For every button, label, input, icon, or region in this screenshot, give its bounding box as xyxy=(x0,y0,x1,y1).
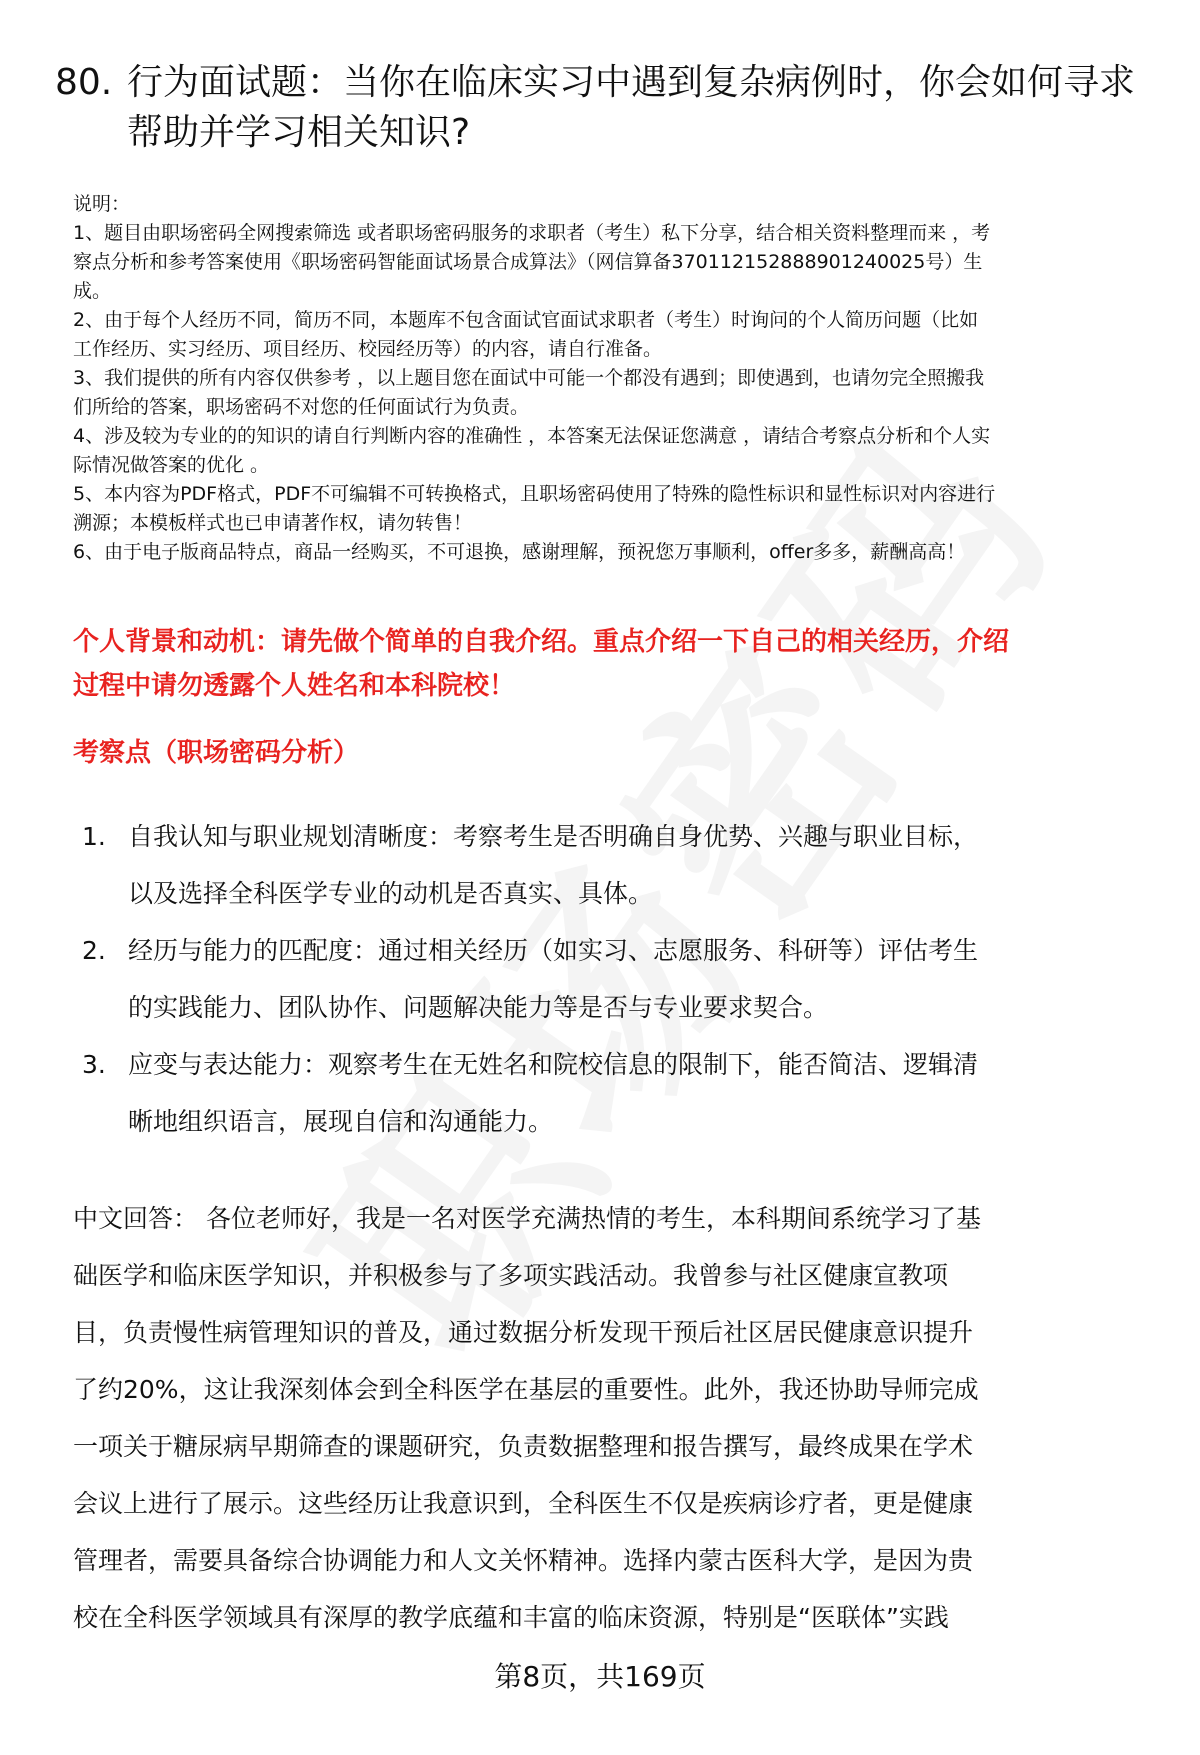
note-line: 工作经历、实习经历、项目经历、校园经历等）的内容，请自行准备。 xyxy=(73,338,663,360)
answer-line: 础医学和临床医学知识，并积极参与了多项实践活动。我曾参与社区健康宣教项 xyxy=(73,1261,949,1290)
note-line: 2、由于每个人经历不同，简历不同，本题库不包含面试官面试求职者（考生）时询问的个人简历问题（比如 xyxy=(73,309,979,331)
note-line: 说明： xyxy=(73,193,131,215)
section-heading-line: 个人背景和动机：请先做个简单的自我介绍。重点介绍一下自己的相关经历，介绍 xyxy=(73,627,1010,657)
answer-line: 目，负责慢性病管理知识的普及，通过数据分析发现干预后社区居民健康意识提升 xyxy=(73,1318,974,1347)
list-item xyxy=(82,922,978,1036)
section-heading-line: 过程中请勿透露个人姓名和本科院校！ xyxy=(73,671,516,701)
note-line: 4、涉及较为专业的的知识的请自行判断内容的准确性 ，本答案无法保证您满意 ，请结合考察点分析和个人实 xyxy=(73,425,991,447)
note-line: 溯源；本模板样式也已申请著作权，请勿转售！ xyxy=(73,512,473,534)
analysis-heading: 考察点（职场密码分析） xyxy=(73,738,360,768)
answer-line: 校在全科医学领域具有深厚的教学底蕴和丰富的临床资源，特别是“医联体”实践 xyxy=(73,1603,949,1632)
list-number: 2. xyxy=(82,936,106,965)
note-line: 察点分析和参考答案使用《职场密码智能面试场景合成算法》（网信算备370112152888901240025号）生 xyxy=(73,251,983,273)
list-line: 晰地组织语言，展现自信和沟通能力。 xyxy=(128,1107,554,1136)
title-line: 行为面试题：当你在临床实习中遇到复杂病例时，你会如何寻求 xyxy=(127,62,1136,103)
note-line: 1、题目由职场密码全网搜索筛选 或者职场密码服务的求职者（考生）私下分享，结合相关资料整理而来 ，考 xyxy=(73,222,991,244)
list-line: 自我认知与职业规划清晰度：考察考生是否明确自身优势、兴趣与职业目标， xyxy=(128,822,979,851)
answer-paragraph xyxy=(73,1190,981,1646)
note-line: 6、由于电子版商品特点，商品一经购买，不可退换，感谢理解，预祝您万事顺利，offer多多，薪酬高高！ xyxy=(73,541,966,563)
list-number: 1. xyxy=(82,822,106,851)
section-heading xyxy=(73,620,1009,708)
notes xyxy=(73,190,1153,567)
note-line: 5、本内容为PDF格式，PDF不可编辑不可转换格式，且职场密码使用了特殊的隐性标识和显性标识对内容进行 xyxy=(73,483,996,505)
list-line: 的实践能力、团队协作、问题解决能力等是否与专业要求契合。 xyxy=(128,993,829,1022)
list-line: 以及选择全科医学专业的动机是否真实、具体。 xyxy=(128,879,654,908)
answer-line: 中文回答： 各位老师好，我是一名对医学充满热情的考生，本科期间系统学习了基 xyxy=(73,1204,981,1233)
list-number: 3. xyxy=(82,1050,106,1079)
list-item xyxy=(82,808,978,922)
title-line: 帮助并学习相关知识? xyxy=(127,112,471,153)
answer-line: 会议上进行了展示。这些经历让我意识到，全科医生不仅是疾病诊疗者，更是健康 xyxy=(73,1489,974,1518)
note-line: 们所给的答案，职场密码不对您的任何面试行为负责。 xyxy=(73,396,530,418)
question-title xyxy=(55,58,1155,158)
list-line: 应变与表达能力：观察考生在无姓名和院校信息的限制下，能否简洁、逻辑清 xyxy=(128,1050,979,1079)
question-number: 80. xyxy=(55,62,113,103)
note-line: 3、我们提供的所有内容仅供参考 ，以上题目您在面试中可能一个都没有遇到；即使遇到，也请勿完全照搬我 xyxy=(73,367,985,389)
list-line: 经历与能力的匹配度：通过相关经历（如实习、志愿服务、科研等）评估考生 xyxy=(128,936,979,965)
answer-line: 管理者，需要具备综合协调能力和人文关怀精神。选择内蒙古医科大学，是因为贵 xyxy=(73,1546,974,1575)
answer-line: 一项关于糖尿病早期筛查的课题研究，负责数据整理和报告撰写，最终成果在学术 xyxy=(73,1432,974,1461)
note-line: 际情况做答案的优化 。 xyxy=(73,454,270,476)
note-line: 成。 xyxy=(73,280,112,302)
answer-line: 了约20%，这让我深刻体会到全科医学在基层的重要性。此外，我还协助导师完成 xyxy=(73,1375,979,1404)
analysis-list xyxy=(82,808,978,1150)
list-item xyxy=(82,1036,978,1150)
page-number: 第8页，共169页 xyxy=(494,1660,706,1693)
